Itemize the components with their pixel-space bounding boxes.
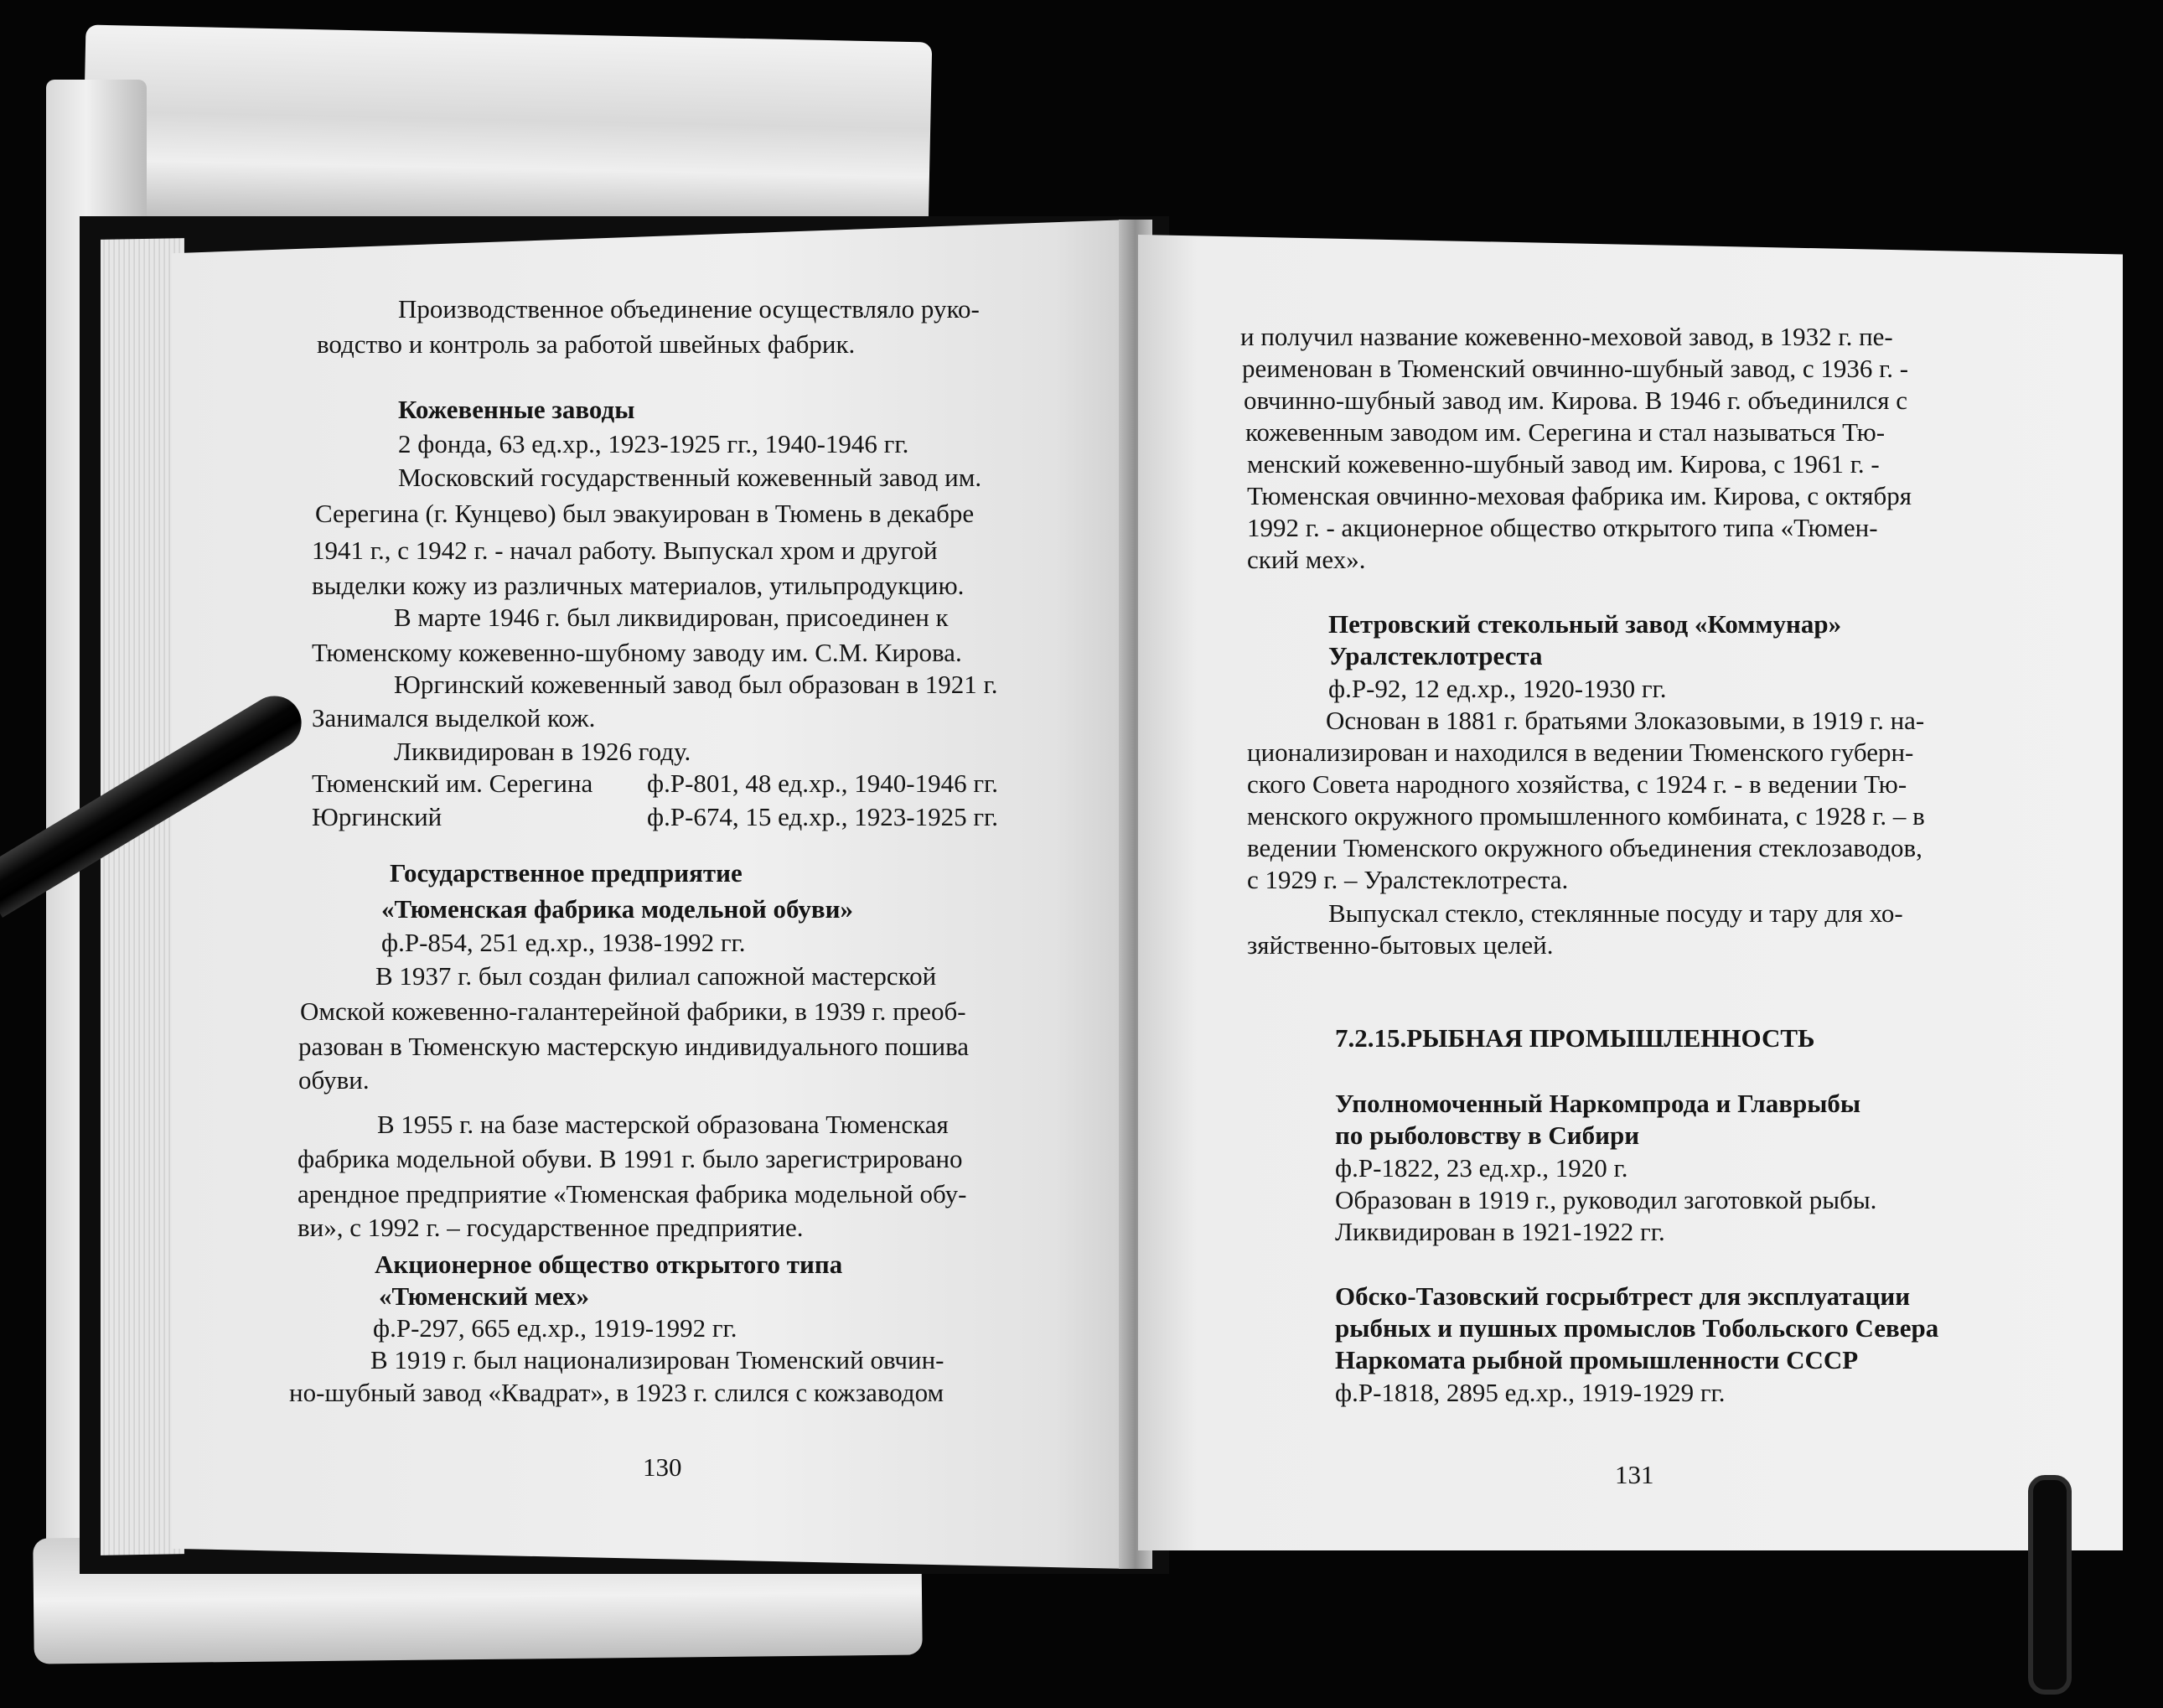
section-title: Уполномоченный Наркомпрода и Главрыбы — [1335, 1089, 1861, 1118]
table-row — [312, 803, 998, 831]
body-line: Тюменская овчинно-меховая фабрика им. Кирова, с октября — [1247, 481, 1912, 510]
archive-ref: ф.Р-1822, 23 ед.хр., 1920 г. — [1335, 1153, 1628, 1183]
body-line: Серегина (г. Кунцево) был эвакуирован в Тюмень в декабре — [315, 499, 975, 528]
body-line: реименован в Тюменский овчинно-шубный завод, с 1936 г. - — [1242, 354, 1909, 383]
table-row — [312, 769, 998, 798]
body-line: В марте 1946 г. был ликвидирован, присоединен к — [394, 603, 949, 632]
body-line: но-шубный завод «Квадрат», в 1923 г. слился с кожзаводом — [289, 1378, 944, 1407]
section-title: рыбных и пушных промыслов Тобольского Севера — [1335, 1313, 1939, 1343]
section-title: Наркомата рыбной промышленности СССР — [1335, 1345, 1859, 1374]
section-title: по рыболовству в Сибири — [1335, 1121, 1640, 1150]
body-line: Выпускал стекло, стеклянные посуду и тару для хо- — [1328, 898, 1903, 928]
section-title: «Тюменский мех» — [379, 1281, 589, 1311]
body-line: ведении Тюменского окружного объединения стеклозаводов, — [1247, 833, 1922, 862]
table-cell-name: Юргинский — [312, 802, 442, 831]
archive-ref: ф.Р-1818, 2895 ед.хр., 1919-1929 гг. — [1335, 1378, 1726, 1407]
body-line: фабрика модельной обуви. В 1991 г. было зарегистрировано — [298, 1144, 963, 1173]
section-title: «Тюменская фабрика модельной обуви» — [381, 894, 853, 924]
body-line: менского окружного промышленного комбината, с 1928 г. – в — [1247, 801, 1925, 831]
body-line: Ликвидирован в 1926 году. — [394, 737, 691, 766]
archive-ref: ф.Р-92, 12 ед.хр., 1920-1930 гг. — [1328, 674, 1667, 703]
body-line: Занимался выделкой кож. — [312, 703, 596, 732]
body-line: арендное предприятие «Тюменская фабрика модельной обу- — [298, 1179, 967, 1209]
cloth-wrap-top — [82, 24, 933, 235]
table-cell-ref: ф.Р-674, 15 ед.хр., 1923-1925 гг. — [647, 802, 999, 831]
body-line: Московский государственный кожевенный завод им. — [398, 463, 982, 492]
intro-line: водство и контроль за работой швейных фабрик. — [317, 329, 856, 359]
body-line: 1992 г. - акционерное общество открытого типа «Тюмен- — [1247, 513, 1878, 542]
body-line: В 1955 г. на базе мастерской образована Тюменская — [377, 1110, 949, 1139]
page-number: 130 — [643, 1452, 682, 1482]
table-cell-ref: ф.Р-801, 48 ед.хр., 1940-1946 гг. — [647, 769, 999, 798]
body-line: и получил название кожевенно-меховой завод, в 1932 г. пе- — [1240, 322, 1893, 351]
archive-ref: ф.Р-297, 665 ед.хр., 1919-1992 гг. — [373, 1313, 737, 1343]
section-title: Уралстеклотреста — [1328, 641, 1543, 670]
body-line: Ликвидирован в 1921-1922 гг. — [1335, 1217, 1665, 1246]
body-line: Омской кожевенно-галантерейной фабрики, в 1939 г. преоб- — [300, 996, 966, 1026]
body-line: Основан в 1881 г. братьями Злоказовыми, в 1919 г. на- — [1326, 706, 1925, 735]
body-line: менский кожевенно-шубный завод им. Кирова, с 1961 г. - — [1247, 449, 1880, 479]
body-line: ционализирован и находился в ведении Тюменского губерн- — [1247, 738, 1914, 767]
archive-ref: ф.Р-854, 251 ед.хр., 1938-1992 гг. — [381, 928, 746, 957]
body-line: овчинно-шубный завод им. Кирова. В 1946 г. объединился с — [1244, 386, 1907, 415]
body-line: ский мех». — [1247, 545, 1366, 574]
page-clip — [2028, 1475, 2072, 1695]
body-line: Образован в 1919 г., руководил заготовкой рыбы. — [1335, 1185, 1877, 1214]
page-number: 131 — [1615, 1460, 1654, 1489]
section-title: Акционерное общество открытого типа — [375, 1250, 843, 1279]
section-title: Кожевенные заводы — [398, 395, 635, 424]
body-line: ви», с 1992 г. – государственное предприятие. — [298, 1213, 804, 1242]
section-title: Петровский стекольный завод «Коммунар» — [1328, 609, 1842, 639]
body-line: В 1919 г. был национализирован Тюменский овчин- — [370, 1345, 944, 1374]
section-title: Обско-Тазовский госрыбтрест для эксплуатации — [1335, 1281, 1911, 1311]
body-line: обуви. — [298, 1065, 370, 1095]
fonds-table — [312, 769, 998, 831]
table-cell-name: Тюменский им. Серегина — [312, 769, 593, 798]
body-line: выделки кожу из различных материалов, утильпродукцию. — [312, 571, 965, 600]
section-title: Государственное предприятие — [390, 858, 743, 888]
archive-ref: 2 фонда, 63 ед.хр., 1923-1925 гг., 1940-1946 гг. — [398, 429, 909, 458]
body-line: разован в Тюменскую мастерскую индивидуального пошива — [298, 1032, 970, 1061]
body-line: Тюменскому кожевенно-шубному заводу им. С.М. Кирова. — [312, 638, 962, 667]
body-line: 1941 г., с 1942 г. - начал работу. Выпускал хром и другой — [312, 536, 938, 565]
intro-line: Производственное объединение осуществляло руко- — [398, 294, 980, 323]
body-line: кожевенным заводом им. Серегина и стал называться Тю- — [1245, 417, 1886, 447]
body-line: зяйственно-бытовых целей. — [1247, 930, 1554, 960]
body-line: ского Совета народного хозяйства, с 1924 г. - в ведении Тю- — [1247, 769, 1907, 799]
chapter-heading: 7.2.15.РЫБНАЯ ПРОМЫШЛЕННОСТЬ — [1335, 1023, 1815, 1053]
body-line: В 1937 г. был создан филиал сапожной мастерской — [375, 961, 937, 991]
body-line: с 1929 г. – Уралстеклотреста. — [1247, 865, 1569, 894]
body-line: Юргинский кожевенный завод был образован в 1921 г. — [394, 670, 998, 699]
